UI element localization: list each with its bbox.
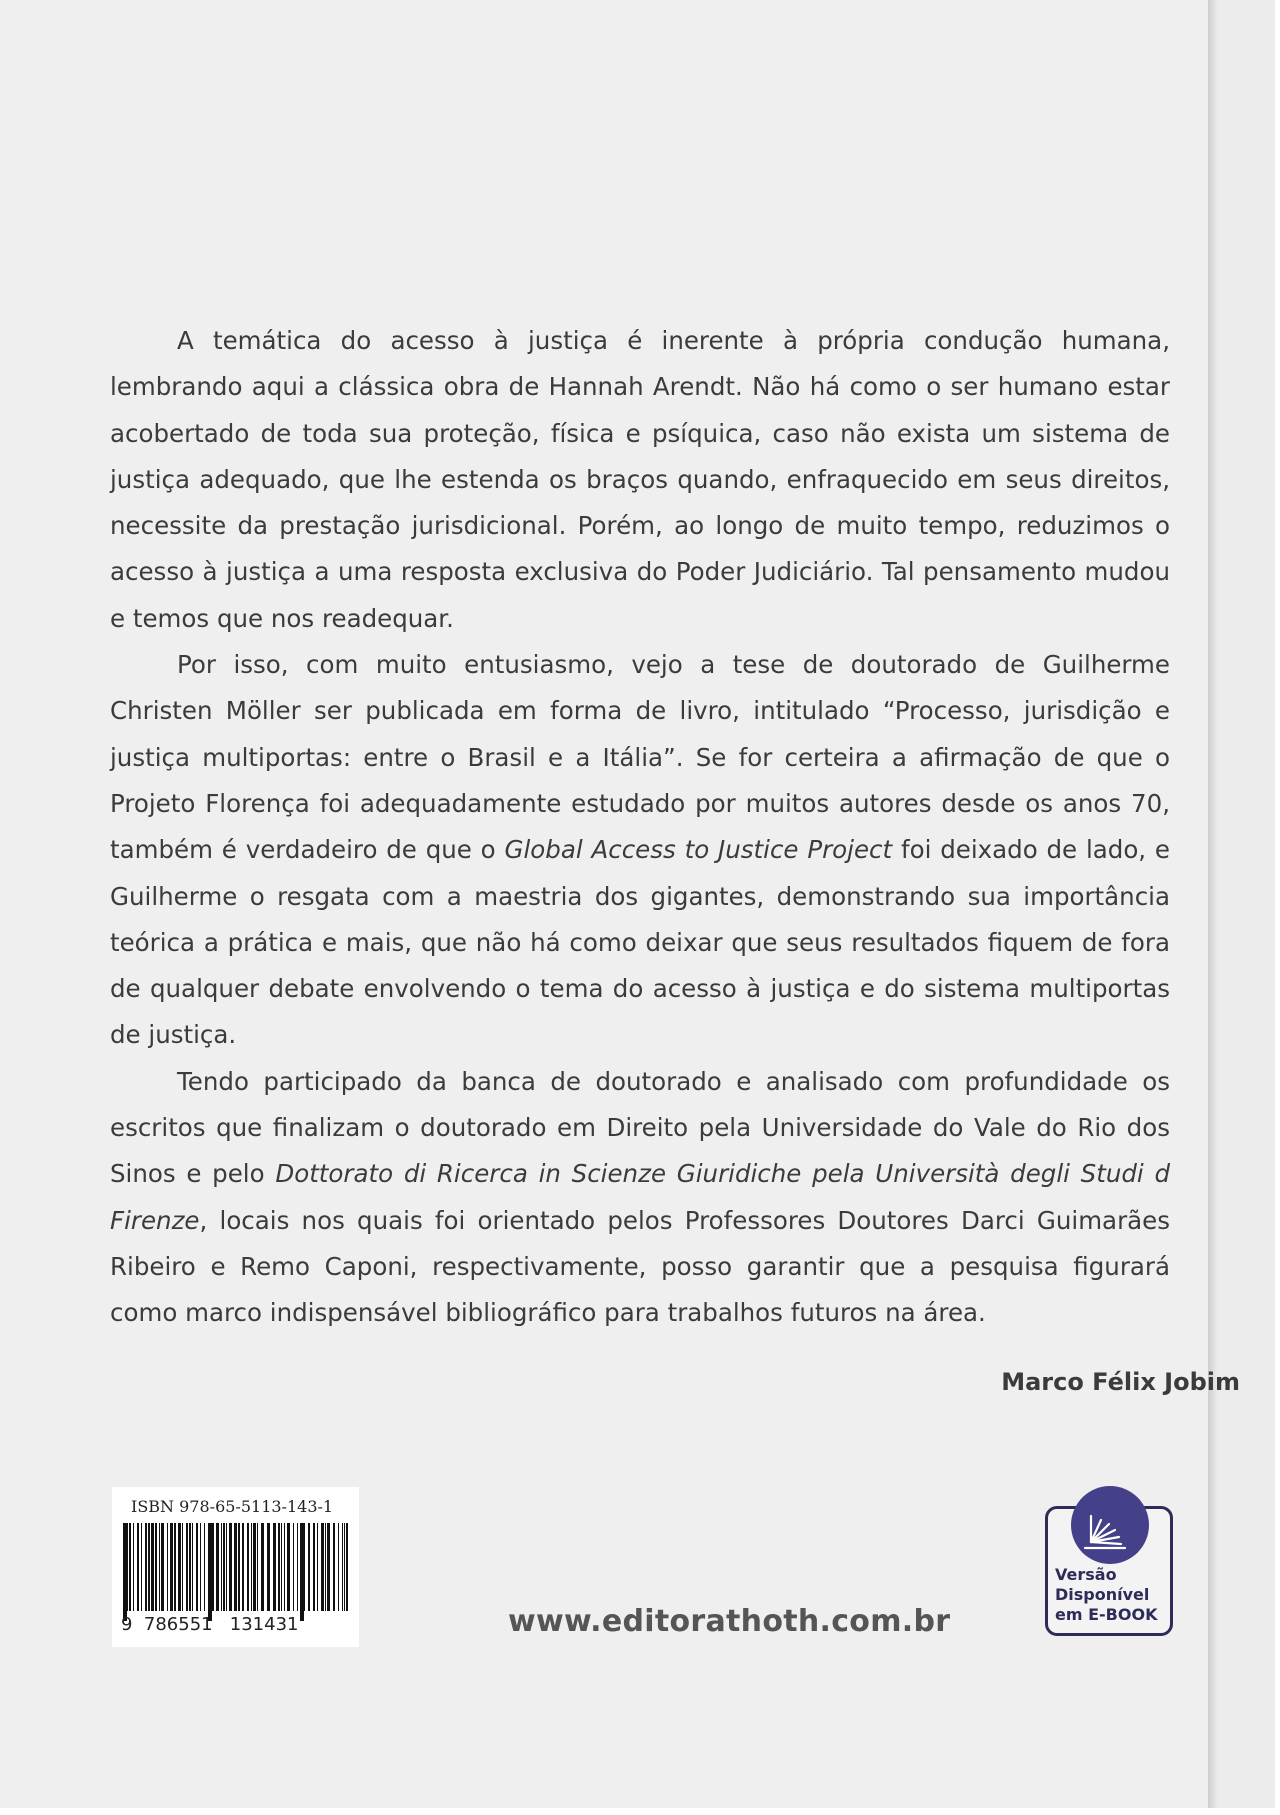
badge-line-available: Disponível [1055,1585,1150,1604]
barcode-bar [344,1523,345,1611]
barcode-bar [208,1523,210,1621]
barcode-bar [297,1523,298,1611]
barcode-bar [155,1523,157,1611]
isbn-number: ISBN 978-65-5113-143-1 [131,1497,334,1516]
barcode-bar [167,1523,168,1611]
barcode-bar [212,1523,214,1611]
barcode-bar [346,1523,348,1611]
isbn-barcode [112,1487,359,1647]
barcode-bar [159,1523,160,1611]
barcode-bar [251,1523,252,1611]
barcode-bar [192,1523,193,1611]
barcode-bar [141,1523,142,1611]
barcode-bar [293,1523,294,1611]
barcode-bar [161,1523,164,1611]
barcode-bar [200,1523,201,1611]
barcode-bar [223,1523,225,1611]
blurb-paragraph-1: A temática do acesso à justiça é inerente à própria condução humana, lembrando aqui a clássica obra de Hannah Arendt. Não há como o ser humano estar acobertado de toda sua proteção, física e psíquica, caso não exista um sistema de justiça adequado, que lhe estenda os braços quando, enfraquecido em seus direitos, necessite da prestação jurisdicional. Porém, ao longo de muito tempo, reduzimos o acesso à justiça a uma resposta exclusiva do Poder Judiciário. Tal pensamento mudou e temos que nos readequar. [110,326,1170,633]
barcode-bar [273,1523,276,1611]
barcode-bar [317,1523,318,1611]
barcode-bar [313,1523,315,1611]
barcode-bar [321,1523,324,1611]
book-spine [1217,0,1275,1808]
barcode-bar [257,1523,258,1611]
barcode-bar [267,1523,270,1611]
barcode-bar [196,1523,198,1611]
blurb-text [110,318,1170,1337]
badge-line-ebook: em E-BOOK [1055,1605,1158,1624]
barcode-bar [302,1523,304,1621]
barcode-bar [148,1523,150,1611]
barcode-bar [178,1523,181,1611]
barcode-bar [221,1523,222,1611]
barcode-bar [133,1523,134,1611]
barcode-bar [278,1523,280,1611]
barcode-bar [242,1523,244,1611]
barcode-bar [284,1523,285,1611]
badge-circle [1071,1486,1149,1564]
barcode-bar [204,1523,205,1611]
barcode-bar [327,1523,330,1611]
barcode-bar [338,1523,339,1611]
barcode-bar [300,1523,302,1621]
barcode-bar [127,1523,128,1611]
barcode-bar [182,1523,183,1611]
open-book-icon [1071,1486,1149,1564]
barcode-bar [287,1523,290,1611]
barcode-bar [229,1523,232,1611]
blurb-paragraph-3: Tendo participado da banca de doutorado e analisado com profundidade os escritos que finalizam o doutorado em Direito pela Universidade do Vale do Rio dos Sinos e pelo Dottorato di Ricerca in Scienze Giuridiche pela Università degli Studi d Firenze, locais nos quais foi orientado pelos Professores Doutores Darci Guimarães Ribeiro e Remo Caponi, respectivamente, posso garantir que a pesquisa figurará como marco indispensável bibliográfico para trabalhos futuros na área. [110,1066,1170,1328]
barcode-bar [129,1523,131,1611]
barcode-bar [123,1523,125,1621]
barcode-bar [174,1523,176,1611]
barcode-bar [238,1523,240,1611]
barcode-digits: 9 786551 131431 [121,1614,299,1635]
barcode-bar [125,1523,127,1621]
barcode-bar [170,1523,173,1611]
barcode-bar [261,1523,264,1611]
italic-project-name: Global Access to Justice Project [504,835,893,865]
barcode-bar [304,1523,305,1611]
author-signature: Marco Félix Jobim [1001,1368,1240,1396]
blurb-paragraph-2: Por isso, com muito entusiasmo, vejo a tese de doutorado de Guilherme Christen Möller ser publicada em forma de livro, intitulado “Processo, jurisdição e justiça multiportas: entre o Brasil e a Itália”. Se for certeira a afirmação de que o Projeto Florença foi adequadamente estudado por muitos autores desde os anos 70, também é verdadeiro de que o Global Access to Justice Project foi deixado de lado, e Guilherme o resgata com a maestria dos gigantes, demonstrando sua importância teórica a prática e mais, que não há como deixar que seus resultados fiquem de fora de qualquer debate envolvendo o tema do acesso à justiça e do sistema multiportas de justiça. [110,650,1170,1050]
barcode-bar [210,1523,212,1621]
spine-shadow [1208,0,1217,1808]
barcode-bar [342,1523,343,1611]
italic-program-name: Dottorato di Ricerca in Scienze Giuridiche pela Università degli Studi d Firenze [110,1159,1170,1235]
barcode-bar [189,1523,191,1611]
barcode-bar [308,1523,310,1611]
barcode-bar [145,1523,147,1611]
barcode-bar [226,1523,227,1611]
barcode-bar [216,1523,219,1611]
barcode-bar [281,1523,282,1611]
badge-line-version: Versão [1055,1565,1117,1584]
barcode-bar [325,1523,326,1611]
barcode-bar [333,1523,335,1611]
barcode-bar [234,1523,237,1611]
barcode-bar [186,1523,188,1611]
barcode-bar [253,1523,256,1611]
barcode-bar [137,1523,139,1611]
barcode-bars [121,1523,353,1621]
ebook-available-badge [1045,1486,1175,1650]
publisher-website[interactable]: www.editorathoth.com.br [508,1604,951,1639]
barcode-bar [247,1523,249,1611]
barcode-bar [151,1523,154,1611]
